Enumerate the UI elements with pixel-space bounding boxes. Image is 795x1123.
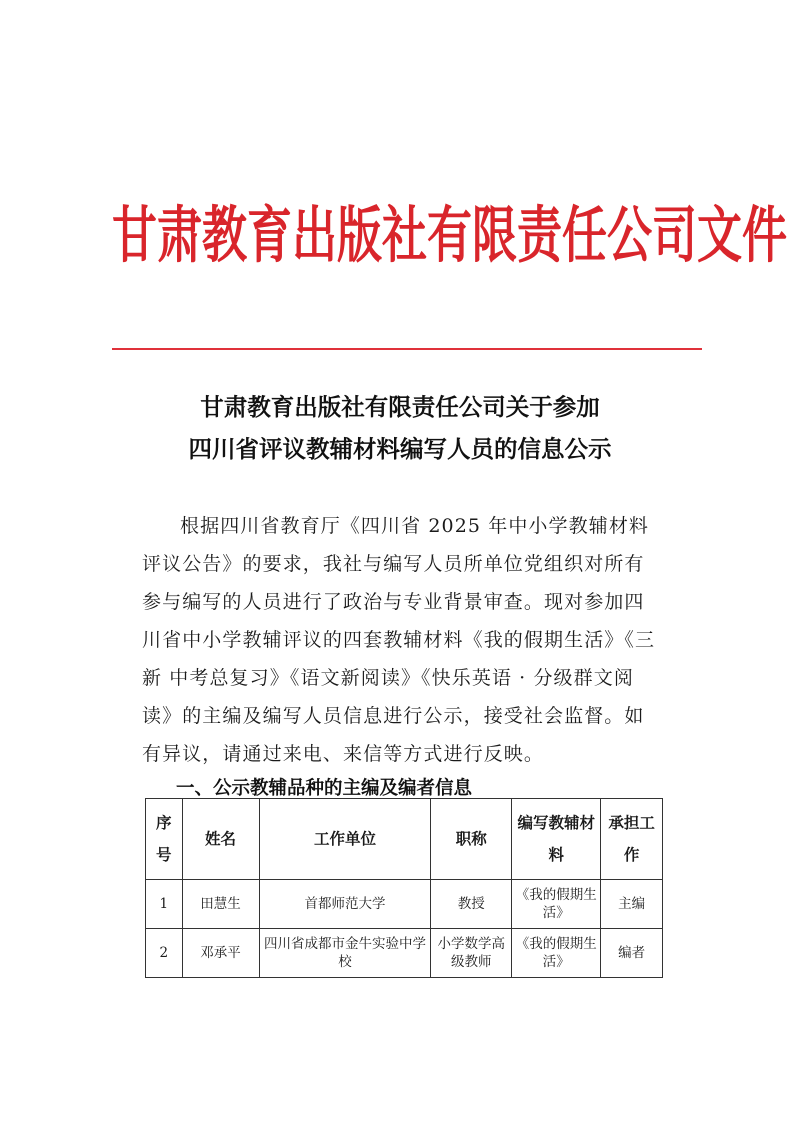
cell-name: 邓承平 [182, 929, 259, 978]
header-role: 承担工作 [601, 799, 663, 880]
table-header-row [146, 799, 663, 880]
letterhead-divider [112, 348, 702, 350]
header-title: 职称 [431, 799, 512, 880]
table-row [146, 880, 663, 929]
cell-name: 田慧生 [182, 880, 259, 929]
cell-title: 教授 [431, 880, 512, 929]
header-name: 姓名 [182, 799, 259, 880]
cell-material: 《我的假期生活》 [512, 880, 601, 929]
cell-role: 编者 [601, 929, 663, 978]
letterhead-title: 甘肃教育出版社有限责任公司文件 [112, 199, 788, 272]
header-material: 编写教辅材料 [512, 799, 601, 880]
section-heading: 一、公示教辅品种的主编及编者信息 [176, 778, 473, 799]
body-paragraph-container [142, 507, 662, 773]
table-row [146, 929, 663, 978]
header-unit: 工作单位 [259, 799, 431, 880]
cell-no: 2 [146, 929, 183, 978]
cell-role: 主编 [601, 880, 663, 929]
cell-no: 1 [146, 880, 183, 929]
document-title-line-2: 四川省评议教辅材料编写人员的信息公示 [188, 435, 612, 463]
cell-unit: 首都师范大学 [259, 880, 431, 929]
document-title-line-1: 甘肃教育出版社有限责任公司关于参加 [200, 393, 600, 421]
cell-title: 小学数学高级教师 [431, 929, 512, 978]
cell-unit: 四川省成都市金牛实验中学校 [259, 929, 431, 978]
header-no: 序号 [146, 799, 183, 880]
body-paragraph: 根据四川省教育厅《四川省 2025 年中小学教辅材料评议公告》的要求，我社与编写人员所单位党组织对所有参与编写的人员进行了政治与专业背景审查。现对参加四川省中小学教辅评议的四套教辅材料《我的假期生活》《三新 中考总复习》《语文新阅读》《快乐英语 · 分级群文阅读》的主编及编写人员信息进行公示，接受社会监督。如有异议，请通过来电、来信等方式进行反映。 [142, 515, 656, 765]
editor-info-table [145, 798, 663, 978]
cell-material: 《我的假期生活》 [512, 929, 601, 978]
